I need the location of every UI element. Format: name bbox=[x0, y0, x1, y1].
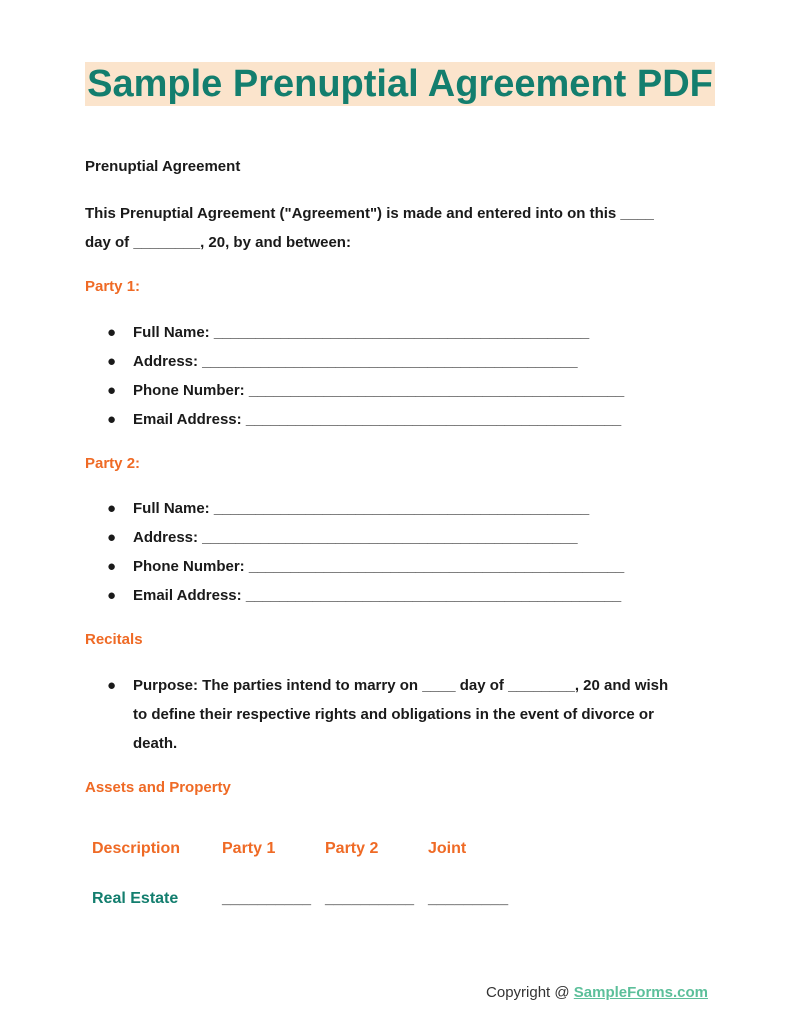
list-item bbox=[85, 552, 624, 581]
list-item bbox=[85, 581, 624, 610]
party1-list bbox=[85, 318, 624, 434]
real-estate-party2-blank: __________ bbox=[325, 890, 414, 907]
list-item bbox=[85, 494, 624, 523]
party1-email: Email Address: _____________________________________________ bbox=[133, 411, 622, 428]
intro-line-2: day of ________, 20, by and between: bbox=[85, 234, 351, 251]
purpose-line-2: to define their respective rights and obligations in the event of divorce or bbox=[133, 706, 654, 723]
recitals-heading: Recitals bbox=[85, 631, 143, 648]
intro-line-1: This Prenuptial Agreement ("Agreement") is made and entered into on this ____ bbox=[85, 205, 654, 222]
list-item bbox=[85, 523, 624, 552]
bullet-icon: ● bbox=[107, 558, 117, 575]
column-header-party2: Party 2 bbox=[325, 840, 379, 857]
bullet-icon: ● bbox=[107, 324, 117, 341]
party1-address: Address: _____________________________________________ bbox=[133, 353, 578, 370]
column-header-party1: Party 1 bbox=[222, 840, 276, 857]
column-header-joint: Joint bbox=[428, 840, 467, 857]
list-item bbox=[85, 318, 624, 347]
party2-phone: Phone Number: _____________________________________________ bbox=[133, 558, 625, 575]
bullet-icon: ● bbox=[107, 587, 117, 604]
purpose-line-3: death. bbox=[133, 735, 178, 752]
list-item bbox=[85, 347, 624, 376]
party2-list bbox=[85, 494, 624, 610]
real-estate-party1-blank: __________ bbox=[222, 890, 311, 907]
doc-heading: Prenuptial Agreement bbox=[85, 158, 241, 175]
assets-heading: Assets and Property bbox=[85, 779, 231, 796]
bullet-icon: ● bbox=[107, 529, 117, 546]
party2-address: Address: _____________________________________________ bbox=[133, 529, 578, 546]
party2-full-name: Full Name: _____________________________________________ bbox=[133, 500, 590, 517]
column-header-description: Description bbox=[92, 840, 181, 857]
bullet-icon: ● bbox=[107, 382, 117, 399]
party1-heading: Party 1: bbox=[85, 278, 141, 295]
bullet-icon: ● bbox=[107, 500, 117, 517]
recitals-list bbox=[85, 671, 668, 758]
party1-phone: Phone Number: _____________________________________________ bbox=[133, 382, 625, 399]
party1-full-name: Full Name: _____________________________________________ bbox=[133, 324, 590, 341]
real-estate-joint-blank: _________ bbox=[428, 890, 509, 907]
purpose-line-1: Purpose: The parties intend to marry on ____ day of ________, 20 and wish bbox=[133, 677, 669, 694]
copyright-prefix: Copyright @ bbox=[486, 984, 574, 1001]
bullet-icon: ● bbox=[107, 353, 117, 370]
party2-email: Email Address: _____________________________________________ bbox=[133, 587, 622, 604]
page-title: Sample Prenuptial Agreement PDF bbox=[87, 63, 713, 105]
list-item bbox=[85, 376, 624, 405]
brand-link[interactable]: SampleForms.com bbox=[573, 984, 708, 1001]
list-item bbox=[85, 405, 624, 434]
title-wrapper bbox=[0, 62, 800, 106]
intro-paragraph bbox=[85, 199, 715, 257]
bullet-icon: ● bbox=[107, 411, 117, 428]
list-item bbox=[85, 671, 668, 758]
party2-heading: Party 2: bbox=[85, 455, 141, 472]
bullet-icon: ● bbox=[107, 677, 117, 694]
copyright-footer bbox=[486, 984, 708, 1001]
row-label-real-estate: Real Estate bbox=[92, 890, 179, 907]
